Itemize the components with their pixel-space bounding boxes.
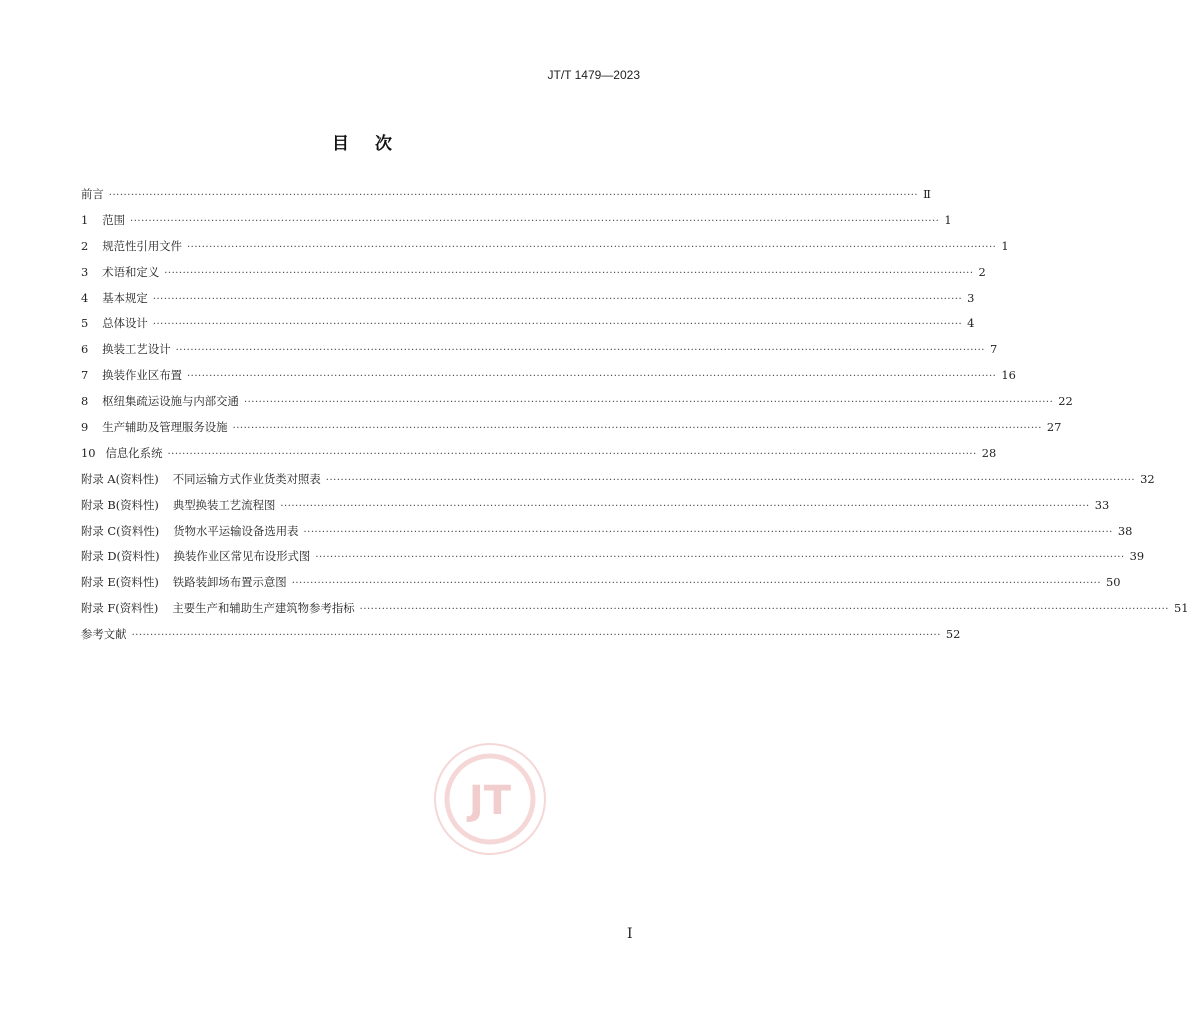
toc-leader-dots: ···························································································································································································································· (152, 293, 963, 305)
toc-leader-dots: ···························································································································································································································· (108, 190, 919, 201)
toc-leader-dots: ···························································································································································································································· (291, 578, 1102, 590)
toc-entry-page: 28 (981, 445, 997, 460)
toc-entry-title: 总体设计 (102, 316, 148, 331)
toc-leader-dots: ···························································································································································································································· (131, 630, 941, 642)
toc-leader-dots: ···························································································································································································································· (325, 474, 1136, 486)
toc-entry[interactable] (81, 626, 961, 652)
page-title: 目次 (332, 134, 418, 154)
toc-entry-number: 1 (81, 212, 89, 227)
toc-entry-page: 52 (945, 627, 961, 642)
toc-entry-title: 铁路装卸场布置示意图 (172, 575, 287, 590)
toc-leader-dots: ···························································································································································································································· (315, 552, 1125, 564)
standard-code: JT/T 1479—2023 (547, 68, 640, 82)
toc-entry[interactable] (81, 238, 1009, 264)
toc-entry-title: 术语和定义 (102, 264, 160, 279)
toc-entry-number: 10 (81, 445, 96, 460)
toc-entry-number: 8 (81, 394, 89, 409)
toc-entry-title: 规范性引用文件 (102, 238, 182, 253)
toc-entry-title: 货物水平运输设备选用表 (173, 523, 299, 538)
toc-leader-dots: ···························································································································································································································· (130, 215, 940, 227)
toc-entry-page: 32 (1140, 471, 1155, 486)
toc-entry-title: 范围 (102, 212, 126, 227)
toc-leader-dots: ···························································································································································································································· (175, 345, 985, 357)
toc-entry[interactable] (81, 419, 1062, 445)
toc-entry[interactable] (81, 212, 952, 238)
toc-entry-page: 4 (967, 316, 975, 331)
jt-logo-watermark (432, 741, 548, 857)
toc-leader-dots: ···························································································································································································································· (359, 604, 1169, 616)
toc-entry-number: 5 (81, 316, 89, 331)
toc-entry-number: 9 (81, 420, 89, 435)
toc-leader-dots: ···························································································································································································································· (187, 241, 997, 253)
toc-entry-number: 附录 D(资料性) (81, 549, 160, 564)
toc-entry-page: 3 (967, 290, 975, 305)
toc-entry-title: 前言 (81, 187, 104, 201)
toc-entry[interactable] (81, 315, 975, 341)
table-of-contents (81, 186, 1188, 652)
toc-leader-dots: ···························································································································································································································· (280, 500, 1090, 512)
toc-entry[interactable] (81, 445, 997, 471)
toc-entry-number: 7 (81, 368, 89, 383)
toc-entry[interactable] (81, 341, 998, 367)
toc-entry-title: 典型换装工艺流程图 (172, 497, 276, 512)
toc-entry-number: 3 (81, 264, 89, 279)
toc-entry[interactable] (81, 367, 1016, 393)
toc-entry[interactable] (81, 497, 1110, 523)
toc-entry-page: 1 (944, 212, 952, 227)
toc-entry-title: 换装作业区常见布设形式图 (173, 549, 311, 564)
toc-entry-title: 不同运输方式作业货类对照表 (172, 471, 321, 486)
toc-entry[interactable] (81, 264, 986, 290)
toc-entry-page: 1 (1001, 238, 1009, 253)
toc-entry-number: 附录 C(资料性) (81, 523, 160, 538)
toc-entry-number: 2 (81, 238, 89, 253)
toc-leader-dots: ···························································································································································································································· (232, 423, 1042, 435)
toc-entry[interactable] (81, 548, 1145, 574)
toc-entry[interactable] (81, 600, 1188, 626)
toc-entry-page: 22 (1058, 394, 1073, 409)
toc-leader-dots: ···························································································································································································································· (152, 319, 963, 331)
toc-entry-page: 27 (1046, 420, 1062, 435)
toc-entry-page: Ⅱ (923, 187, 931, 201)
toc-entry-title: 基本规定 (102, 290, 148, 305)
toc-entry-title: 换装工艺设计 (102, 342, 171, 357)
toc-leader-dots: ···························································································································································································································· (187, 371, 997, 383)
toc-entry-number: 4 (81, 290, 89, 305)
toc-entry[interactable] (81, 186, 931, 212)
toc-entry-page: 50 (1106, 575, 1121, 590)
toc-entry-title: 生产辅助及管理服务设施 (102, 420, 228, 435)
toc-entry[interactable] (81, 523, 1133, 549)
toc-entry[interactable] (81, 393, 1073, 419)
toc-entry-page: 51 (1173, 601, 1188, 616)
toc-entry-number: 附录 A(资料性) (81, 471, 159, 486)
toc-entry-title: 换装作业区布置 (102, 368, 182, 383)
toc-leader-dots: ···························································································································································································································· (303, 526, 1113, 538)
toc-entry[interactable] (81, 290, 975, 316)
toc-entry-page: 16 (1001, 368, 1016, 383)
toc-entry-page: 7 (989, 342, 998, 357)
toc-entry-title: 参考文献 (81, 627, 127, 642)
toc-entry-page: 39 (1129, 549, 1145, 564)
toc-leader-dots: ···························································································································································································································· (167, 448, 977, 460)
toc-entry[interactable] (81, 471, 1155, 497)
toc-entry-number: 附录 E(资料性) (81, 575, 159, 590)
toc-entry-page: 38 (1117, 523, 1133, 538)
toc-entry-page: 2 (978, 264, 986, 279)
toc-entry[interactable] (81, 574, 1121, 600)
toc-entry-page: 33 (1094, 497, 1110, 512)
svg-text:JT: JT (468, 778, 512, 824)
page-number: I (627, 926, 633, 942)
toc-entry-title: 主要生产和辅助生产建筑物参考指标 (172, 601, 355, 616)
toc-entry-number: 附录 F(资料性) (81, 601, 159, 616)
toc-leader-dots: ···························································································································································································································· (243, 397, 1054, 409)
toc-leader-dots: ···························································································································································································································· (164, 267, 974, 279)
toc-entry-title: 信息化系统 (105, 445, 163, 460)
toc-entry-title: 枢纽集疏运设施与内部交通 (102, 394, 239, 409)
toc-entry-number: 附录 B(资料性) (81, 497, 159, 512)
toc-entry-number: 6 (81, 342, 89, 357)
